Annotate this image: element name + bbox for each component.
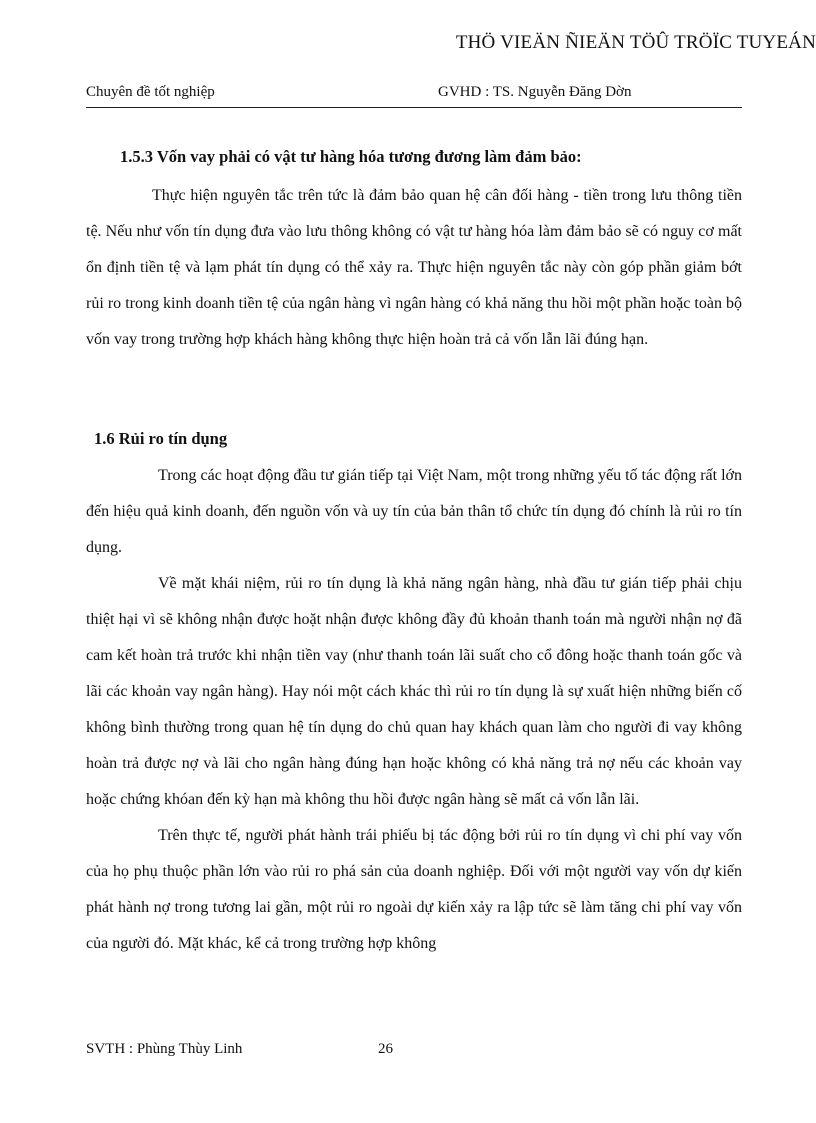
page-header bbox=[86, 84, 742, 108]
page-footer bbox=[86, 1041, 393, 1058]
section-1-6-body bbox=[86, 458, 742, 962]
paragraph: Trong các hoạt động đầu tư gián tiếp tại Việt Nam, một trong những yếu tố tác động rất lớn đến hiệu quả kinh doanh, đến nguồn vốn và uy tín của bản thân tổ chức tín dụng đó chính là rủi ro tín dụng. bbox=[86, 467, 742, 556]
page-number: 26 bbox=[378, 1041, 393, 1057]
paragraph: Thực hiện nguyên tắc trên tức là đảm bảo quan hệ cân đối hàng - tiền trong lưu thông tiền tệ. Nếu như vốn tín dụng đưa vào lưu thông không có vật tư hàng hóa làm đảm bảo sẽ có nguy cơ mất ổn định tiền tệ và lạm phát tín dụng có thể xảy ra. Thực hiện nguyên tắc này còn góp phần giảm bớt rủi ro trong kinh doanh tiền tệ của ngân hàng vì ngân hàng có khả năng thu hồi một phần hoặc toàn bộ vốn vay trong trường hợp khách hàng không thực hiện hoàn trả cả vốn lẫn lãi đúng hạn. bbox=[86, 187, 742, 348]
section-heading-1-5-3: 1.5.3 Vốn vay phải có vật tư hàng hóa tương đương làm đảm bảo: bbox=[120, 147, 582, 166]
section-heading-1-6: 1.6 Rủi ro tín dụng bbox=[94, 429, 228, 448]
watermark-text: THÖ VIEÄN ÑIEÄN TÖÛ TRÖÏC TUYEÁN bbox=[455, 32, 816, 53]
paragraph: Về mặt khái niệm, rủi ro tín dụng là khả năng ngân hàng, nhà đầu tư gián tiếp phải chịu thiệt hại vì sẽ không nhận được hoặt nhận được không đầy đủ khoản thanh toán mà người nhận nợ đã cam kết hoàn trả trước khi nhận tiền vay (như thanh toán lãi suất cho cổ đông hoặc thanh toán gốc và lãi các khoản vay ngân hàng). Hay nói một cách khác thì rủi ro tín dụng là sự xuất hiện những biến cố không bình thường trong quan hệ tín dụng do chủ quan hay khách quan làm cho người đi vay không hoàn trả được nợ và lãi cho ngân hàng đúng hạn hoặc không có khả năng trả nợ nếu các khoản vay hoặc chứng khóan đến kỳ hạn mà không thu hồi được ngân hàng sẽ mất cả vốn lẫn lãi. bbox=[86, 575, 742, 808]
section-1-5-3-paragraph bbox=[86, 178, 742, 358]
header-document-type: Chuyên đề tốt nghiệp bbox=[86, 84, 215, 100]
footer-student-name: SVTH : Phùng Thùy Linh bbox=[86, 1041, 243, 1057]
paragraph: Trên thực tế, người phát hành trái phiếu bị tác động bởi rủi ro tín dụng vì chi phí vay vốn của họ phụ thuộc phần lớn vào rủi ro phá sản của doanh nghiệp. Đối với một người vay vốn dự kiến phát hành nợ trong tương lai gần, một rủi ro ngoài dự kiến xảy ra lập tức sẽ làm tăng chi phí vay vốn của người đó. Mặt khác, kể cả trong trường hợp không bbox=[86, 827, 742, 952]
header-supervisor: GVHD : TS. Nguyễn Đăng Dờn bbox=[438, 84, 632, 100]
